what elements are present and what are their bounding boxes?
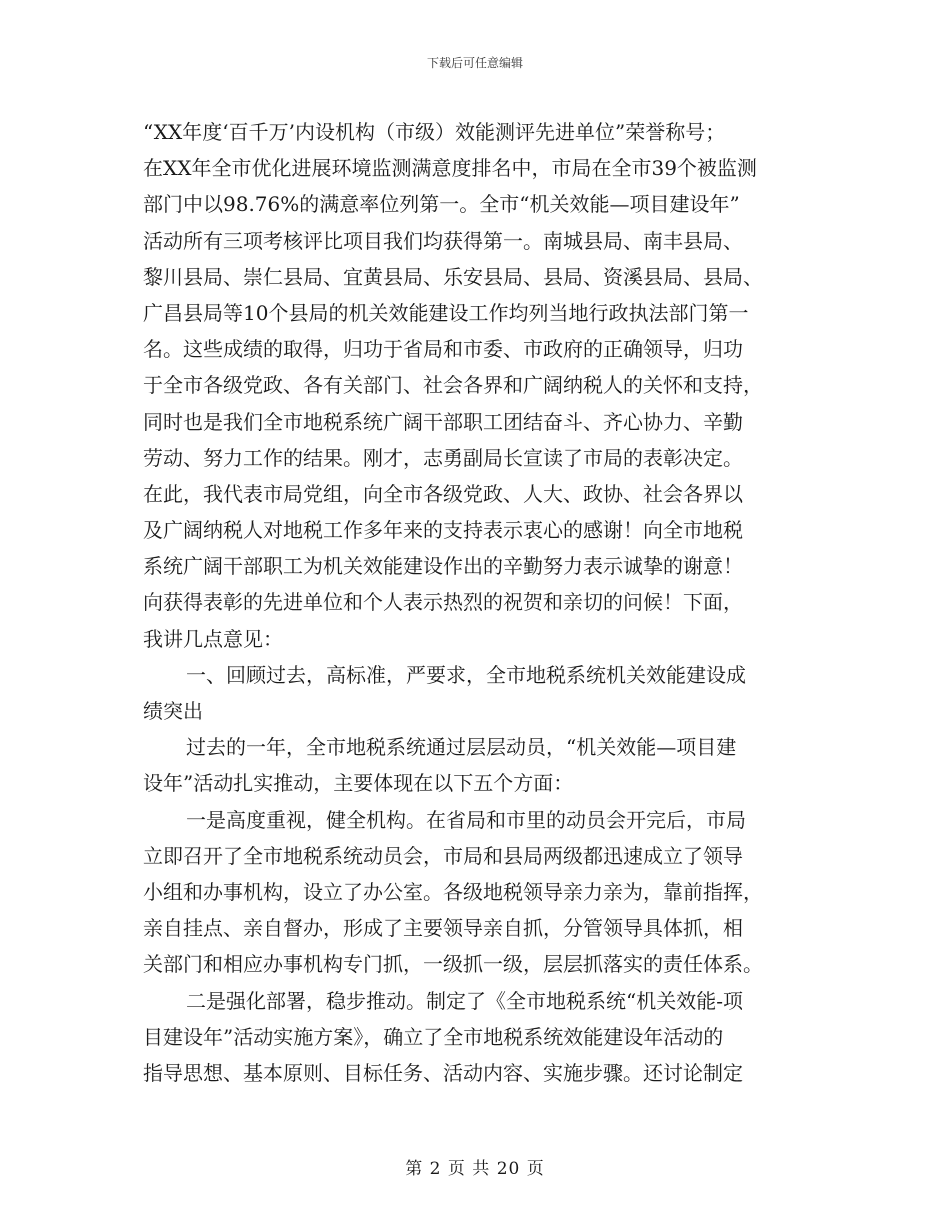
text-line: 二是强化部署，稳步推动。制定了《全市地税系统“机关效能-项 xyxy=(186,988,743,1013)
page-number-footer: 第 2 页 共 20 页 xyxy=(405,1159,545,1179)
text-line: 向获得表彰的先进单位和个人表示热烈的祝贺和亲切的问候！下面， xyxy=(143,590,743,615)
text-line: 系统广阔干部职工为机关效能建设作出的辛勤努力表示诚挚的谢意！ xyxy=(143,554,743,579)
text-line: 过去的一年，全市地税系统通过层层动员，“机关效能—项目建 xyxy=(186,735,737,760)
text-line: 我讲几点意见： xyxy=(143,626,283,651)
text-line: 设年”活动扎实推动，主要体现在以下五个方面： xyxy=(143,771,574,796)
text-line: 小组和办事机构，设立了办公室。各级地税领导亲力亲为，靠前指挥， xyxy=(143,879,763,904)
text-line: 名。这些成绩的取得，归功于省局和市委、市政府的正确领导，归功 xyxy=(143,337,743,362)
section-heading-line: 一、回顾过去，高标准，严要求，全市地税系统机关效能建设成 xyxy=(186,662,746,687)
text-line: 同时也是我们全市地税系统广阔干部职工团结奋斗、齐心协力、辛勤 xyxy=(143,409,743,434)
text-line: 活动所有三项考核评比项目我们均获得第一。南城县局、南丰县局、 xyxy=(143,228,743,253)
text-line: 立即召开了全市地税系统动员会，市局和县局两级都迅速成立了领导 xyxy=(143,843,743,868)
text-line: 劳动、努力工作的结果。刚才，志勇副局长宣读了市局的表彰决定。 xyxy=(143,445,743,470)
text-line: 目建设年”活动实施方案》，确立了全市地税系统效能建设年活动的 xyxy=(143,1024,724,1049)
document-body xyxy=(143,114,811,1091)
text-line: 亲自挂点、亲自督办，形成了主要领导亲自抓，分管领导具体抓，相 xyxy=(143,916,743,941)
text-line: 黎川县局、崇仁县局、宜黄县局、乐安县局、县局、资溪县局、县局、 xyxy=(143,264,763,289)
text-line: 在XX年全市优化进展环境监测满意度排名中，市局在全市39个被监测 xyxy=(143,156,757,181)
text-line: 于全市各级党政、各有关部门、社会各界和广阔纳税人的关怀和支持， xyxy=(143,373,763,398)
text-line: “XX年度‘百千万’内设机构（市级）效能测评先进单位”荣誉称号； xyxy=(143,120,726,144)
text-line: 广昌县局等10个县局的机关效能建设工作均列当地行政执法部门第一 xyxy=(143,300,749,325)
section-heading-line: 绩突出 xyxy=(143,699,203,723)
text-line: 指导思想、基本原则、目标任务、活动内容、实施步骤。还讨论制定 xyxy=(143,1060,743,1085)
text-line: 关部门和相应办事机构专门抓，一级抓一级，层层抓落实的责任体系。 xyxy=(143,952,763,977)
text-line: 部门中以98.76%的满意率位列第一。全市“机关效能—项目建设年” xyxy=(143,192,740,217)
text-line: 及广阔纳税人对地税工作多年来的支持表示衷心的感谢！向全市地税 xyxy=(143,518,743,543)
text-line: 在此，我代表市局党组，向全市各级党政、人大、政协、社会各界以 xyxy=(143,481,743,506)
page-header-note: 下载后可任意编辑 xyxy=(426,56,523,70)
text-line: 一是高度重视，健全机构。在省局和市里的动员会开完后，市局 xyxy=(186,807,746,832)
